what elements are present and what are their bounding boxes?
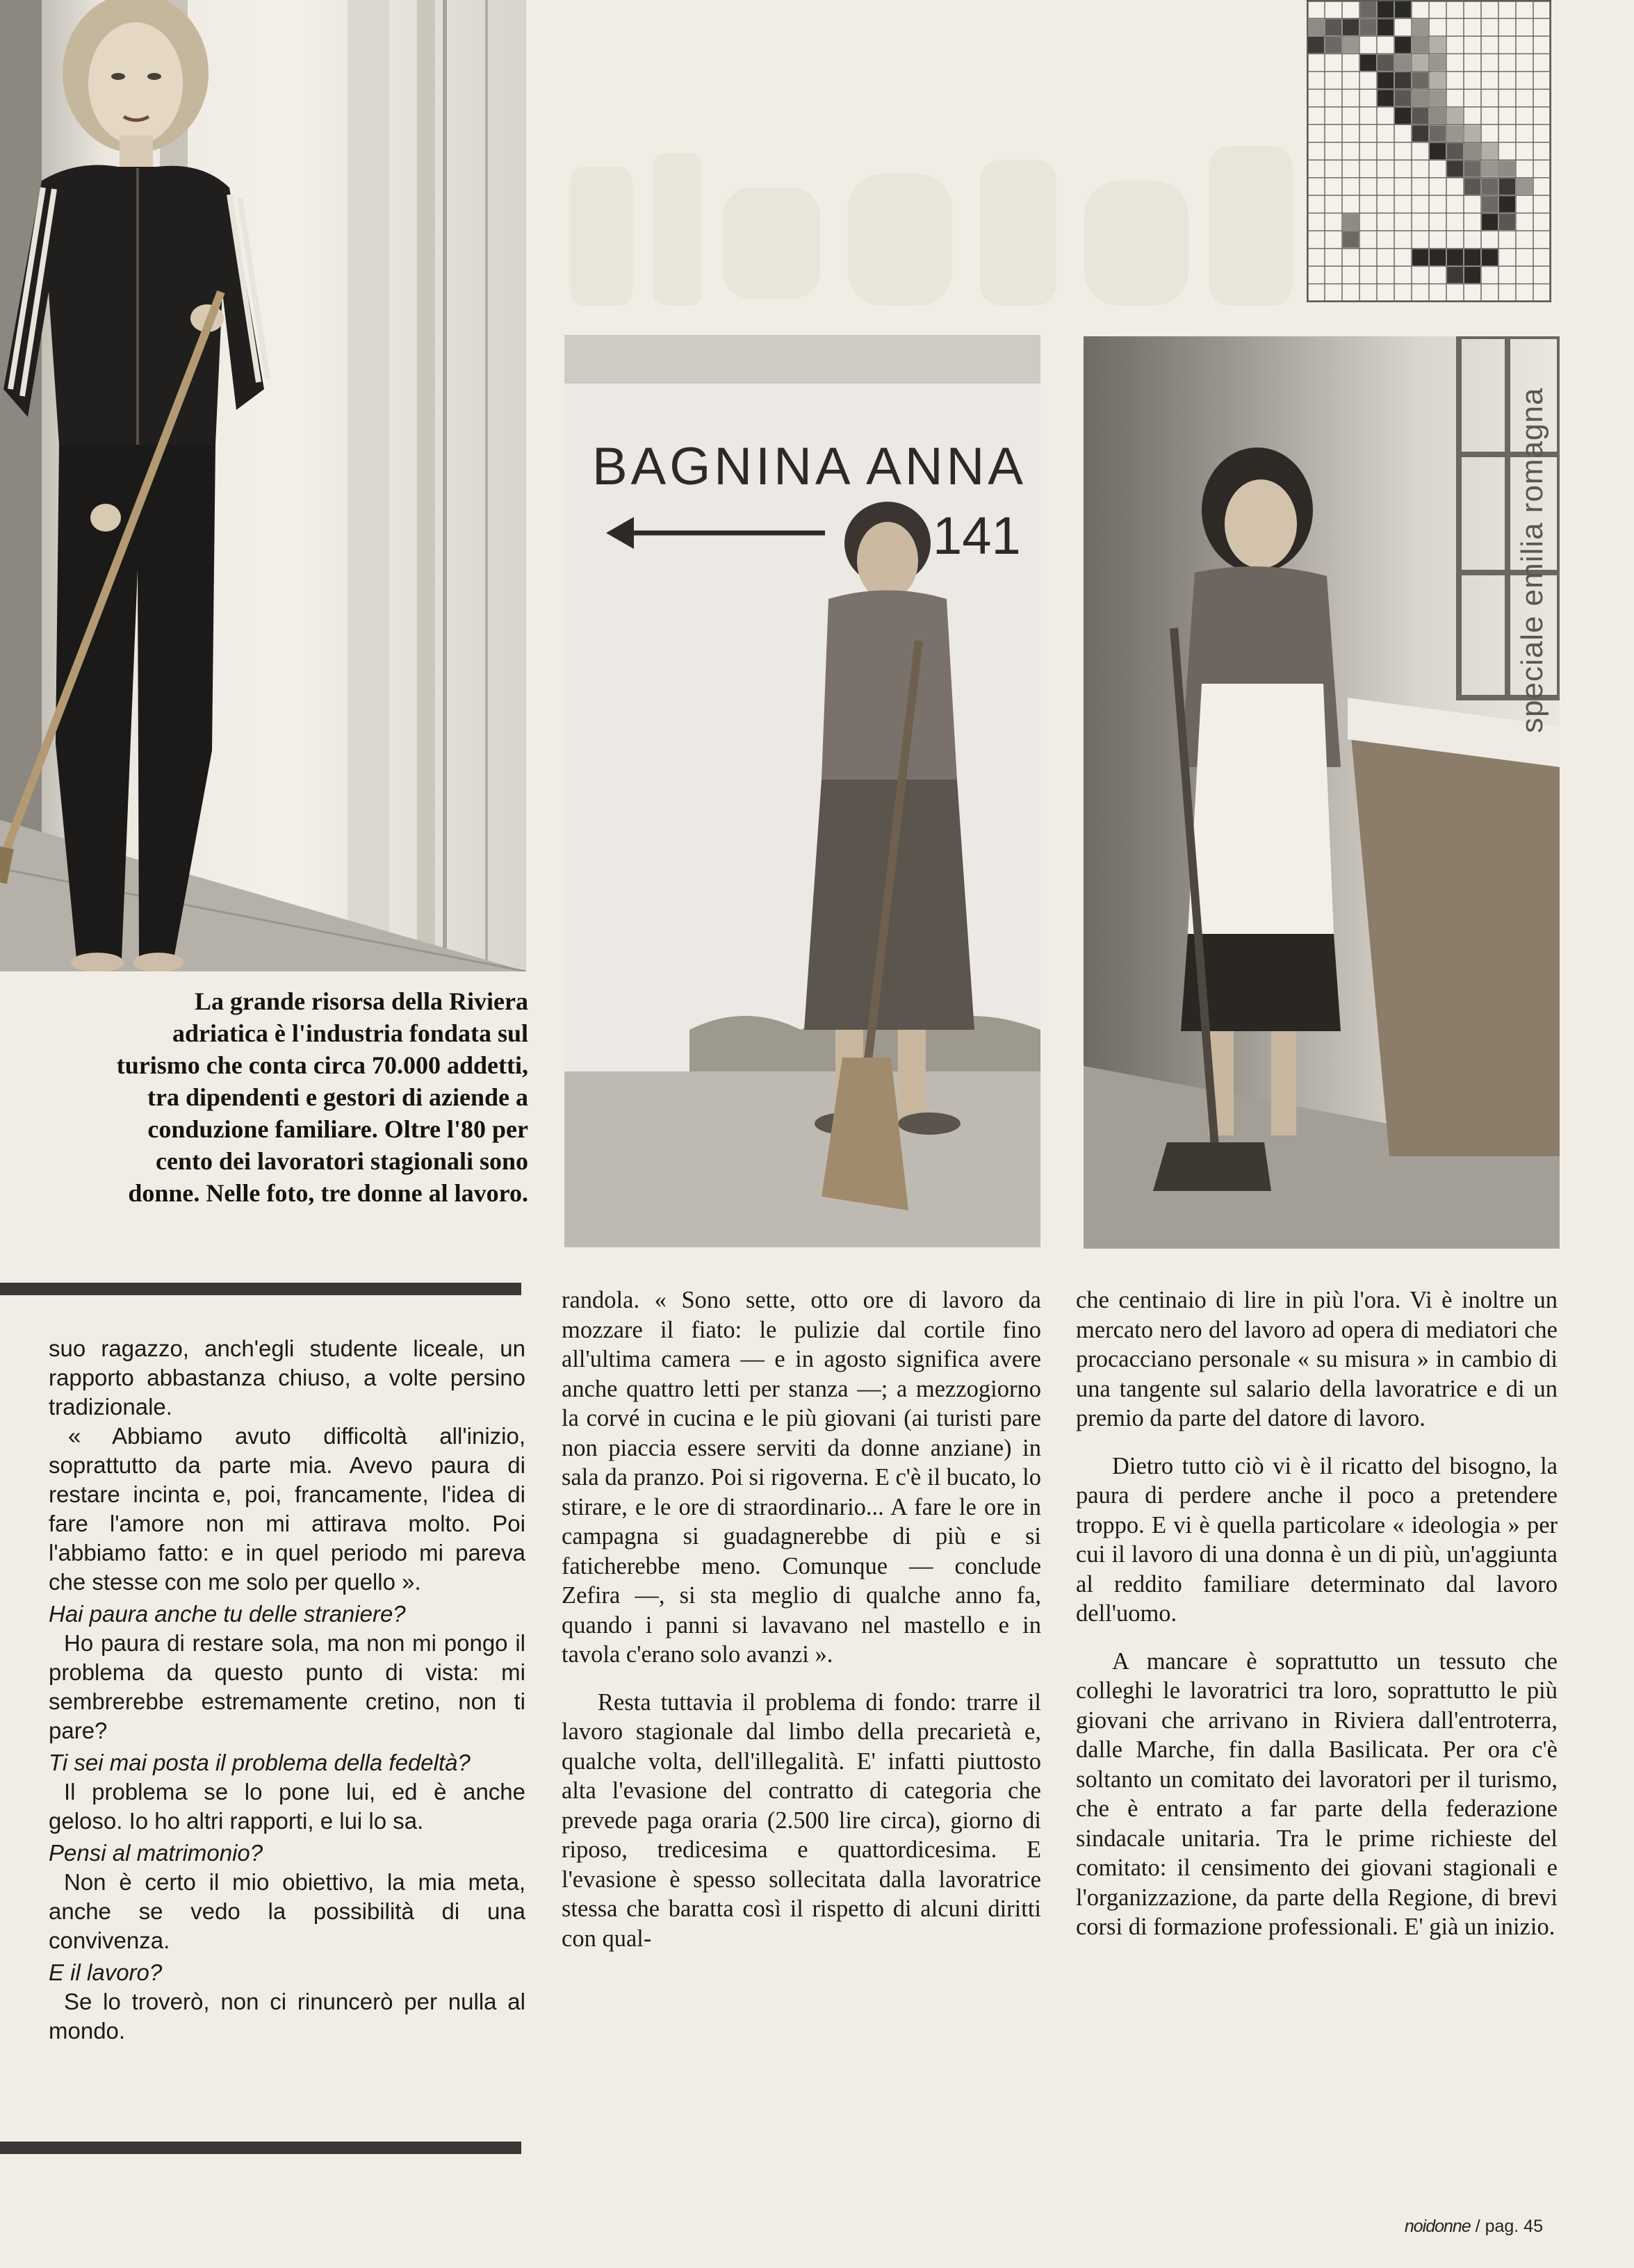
photo-woman-with-broom-1: [0, 0, 526, 971]
article-paragraph: Ho paura di restare sola, ma non mi pongo il problema da questo punto di vista: mi sembrerebbe estremamente cretino, non ti pare?: [49, 1630, 525, 1743]
footer-page-number: / pag. 45: [1475, 2217, 1543, 2236]
column-rule-top: [0, 1283, 521, 1295]
article-paragraph: suo ragazzo, anch'egli studente liceale, un rapporto abbastanza chiuso, a volte persino tradizionale.: [49, 1336, 525, 1420]
interview-question: E il lavoro?: [49, 1959, 163, 1985]
article-paragraph: Dietro tutto ciò vi è il ricatto del bisogno, la paura di perdere anche il poco a pretendere troppo. E vi è quella particolare « ideologia » per cui il lavoro di una donna è un di più, un'aggiunta al reddito familiare determinato dal lavoro dell'uomo.: [1076, 1452, 1558, 1627]
article-paragraph: Se lo troverò, non ci rinuncerò per nulla al mondo.: [49, 1989, 525, 2044]
article-paragraph: A mancare è soprattutto un tessuto che colleghi le lavoratrici tra loro, soprattutto le più giovani che arrivano in Riviera dall'entroterra, dalle Marche, fin dalla Basilicata. Per ora c'è soltanto un comitato dei lavoratori per il turismo, che è entrato a far parte della federazione sindacale unitaria. Tra le prime richieste del comitato: il censimento dei giovani stagionali e l'organizzazione, da parte della Regione, di brevi corsi di formazione professionali. E' già un inizio.: [1076, 1647, 1558, 1940]
article-paragraph: Resta tuttavia il problema di fondo: trarre il lavoro stagionale dal limbo della precarietà e, qualche volta, dell'illegalità. E' infatti piuttosto alta l'evasione del contratto di categoria che prevede paga oraria (2.500 lire circa), giorno di riposo, tredicesima e quattordicesima. E l'evasione è spesso sollecitata dalla lavoratrice stessa che baratta così il rispetto di alcuni diritti con qual-: [562, 1688, 1041, 1952]
article-column-3: [1076, 1285, 1558, 2168]
photo-2-illustration: [564, 335, 1040, 1247]
article-paragraph: che centinaio di lire in più l'ora. Vi è inoltre un mercato nero del lavoro ad opera di mediatori che procacciano personale « su misura » in cambio di una tangente sul salario della lavoratrice e di un premio da parte del datore di lavoro.: [1076, 1287, 1558, 1431]
article-column-1: [49, 1334, 525, 2217]
article-paragraph: « Abbiamo avuto difficoltà all'inizio, soprattutto da parte mia. Avevo paura di restare incinta e, poi, francamente, l'idea di fare l'amore non mi attirava molto. Poi l'abbiamo fatto: e in quel periodo mi pareva che stesse con me solo per quello ».: [49, 1423, 525, 1595]
interview-question: Hai paura anche tu delle straniere?: [49, 1601, 406, 1627]
photo-3-illustration: [1084, 336, 1560, 1249]
article-paragraph: Non è certo il mio obiettivo, la mia meta, anche se vedo la possibilità di una convivenza.: [49, 1869, 525, 1953]
sign-name-text: BAGNINA ANNA: [592, 437, 1023, 496]
article-paragraph: randola. « Sono sette, otto ore di lavoro da mozzare il fiato: le pulizie dal cortile fino all'ultima camera — e in agosto significa avere anche quattro letti per stanza —; a mezzogiorno la corvé in cucina e le più giovani (ai turisti pare non piaccia essere serviti da donne anziane) in sala da pranzo. Poi si rigoverna. E c'è il bucato, lo stirare, e le ore di straordinario... A fare le ore in campagna si guadagnerebbe di più e si faticherebbe meno. Comunque — conclude Zefira —, si sta meglio di qualche anno fa, quando i panni si lavavano nel mastello e in tavola c'erano solo avanzi ».: [562, 1287, 1041, 1668]
ghost-headline-show-through: [556, 125, 1321, 334]
footer-brand: noidonne: [1404, 2217, 1471, 2236]
photo-woman-with-broom-2: [564, 335, 1040, 1247]
photo-caption: La grande risorsa della Riviera adriatica è l'industria fondata sul turismo che conta circa 70.000 addetti, tra dipendenti e gestori di aziende a conduzione familiare. Oltre l'80 per cento dei lavoratori stagionali sono donne. Nelle foto, tre donne al lavoro.: [116, 987, 528, 1207]
interview-question: Pensi al matrimonio?: [49, 1840, 263, 1866]
sign-number-text: 141: [933, 507, 1021, 566]
page-footer: [1321, 2217, 1543, 2244]
interview-question: Ti sei mai posta il problema della fedeltà?: [49, 1750, 471, 1775]
section-label: speciale emilia romagna: [1515, 387, 1549, 733]
article-column-2: [562, 1285, 1041, 2168]
article-paragraph: Il problema se lo pone lui, ed è anche geloso. Io ho altri rapporti, e lui lo sa.: [49, 1779, 525, 1834]
italy-map-grid-graphic: [1307, 0, 1551, 302]
photo-woman-with-broom-3: [1084, 336, 1560, 1249]
photo-1-illustration: [0, 0, 526, 971]
